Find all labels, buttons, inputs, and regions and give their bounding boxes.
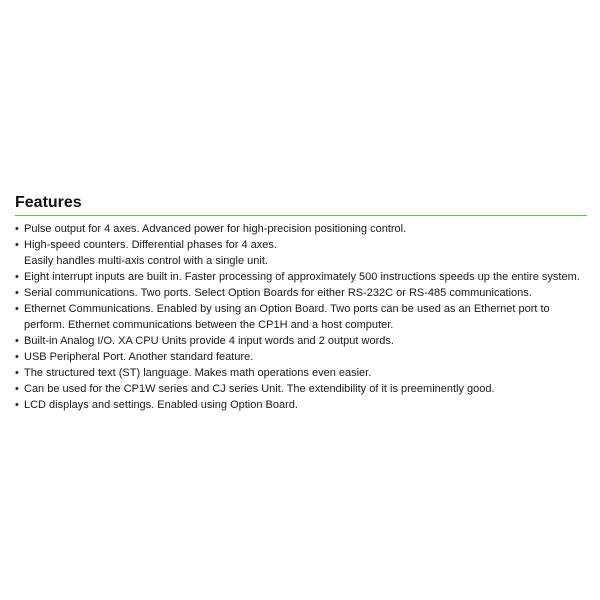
- bullet-icon: •: [15, 367, 19, 379]
- bullet-icon: •: [15, 303, 19, 315]
- bullet-icon: •: [15, 287, 19, 299]
- feature-text-continued: perform. Ethernet communications between the CP1H and a host computer.: [24, 319, 394, 331]
- feature-text: LCD displays and settings. Enabled using Option Board.: [24, 399, 298, 411]
- feature-item-usb-port: [15, 349, 587, 365]
- bullet-icon: •: [15, 223, 19, 235]
- feature-item-lcd-displays: [15, 397, 587, 413]
- feature-text: The structured text (ST) language. Makes math operations even easier.: [24, 367, 372, 379]
- feature-list: [15, 221, 587, 413]
- heading-divider: [15, 215, 587, 216]
- feature-item-pulse-output: [15, 221, 587, 237]
- feature-text: Can be used for the CP1W series and CJ series Unit. The extendibility of it is preeminently good.: [24, 383, 495, 395]
- feature-item-structured-text: [15, 365, 587, 381]
- feature-text: USB Peripheral Port. Another standard feature.: [24, 351, 254, 363]
- features-section: [15, 193, 587, 413]
- feature-text: Built-in Analog I/O. XA CPU Units provide 4 input words and 2 output words.: [24, 335, 394, 347]
- bullet-icon: •: [15, 239, 19, 251]
- features-heading: Features: [15, 194, 82, 211]
- feature-text-continued: Easily handles multi-axis control with a single unit.: [24, 255, 268, 267]
- feature-item-high-speed-counters: [15, 237, 587, 269]
- feature-item-cp1w-cj-compatibility: [15, 381, 587, 397]
- feature-item-ethernet-communications: [15, 301, 587, 333]
- feature-text: Ethernet Communications. Enabled by using an Option Board. Two ports can be used as an Ethernet port to: [24, 303, 550, 315]
- bullet-icon: •: [15, 383, 19, 395]
- bullet-icon: •: [15, 399, 19, 411]
- bullet-icon: •: [15, 335, 19, 347]
- feature-text: Eight interrupt inputs are built in. Faster processing of approximately 500 instructions speeds up the entire system.: [24, 271, 580, 283]
- feature-item-serial-communications: [15, 285, 587, 301]
- feature-text: Pulse output for 4 axes. Advanced power for high-precision positioning control.: [24, 223, 407, 235]
- feature-item-analog-io: [15, 333, 587, 349]
- feature-item-interrupt-inputs: [15, 269, 587, 285]
- bullet-icon: •: [15, 271, 19, 283]
- feature-text: High-speed counters. Differential phases for 4 axes.: [24, 239, 277, 251]
- bullet-icon: •: [15, 351, 19, 363]
- feature-text: Serial communications. Two ports. Select Option Boards for either RS-232C or RS-485 communications.: [24, 287, 532, 299]
